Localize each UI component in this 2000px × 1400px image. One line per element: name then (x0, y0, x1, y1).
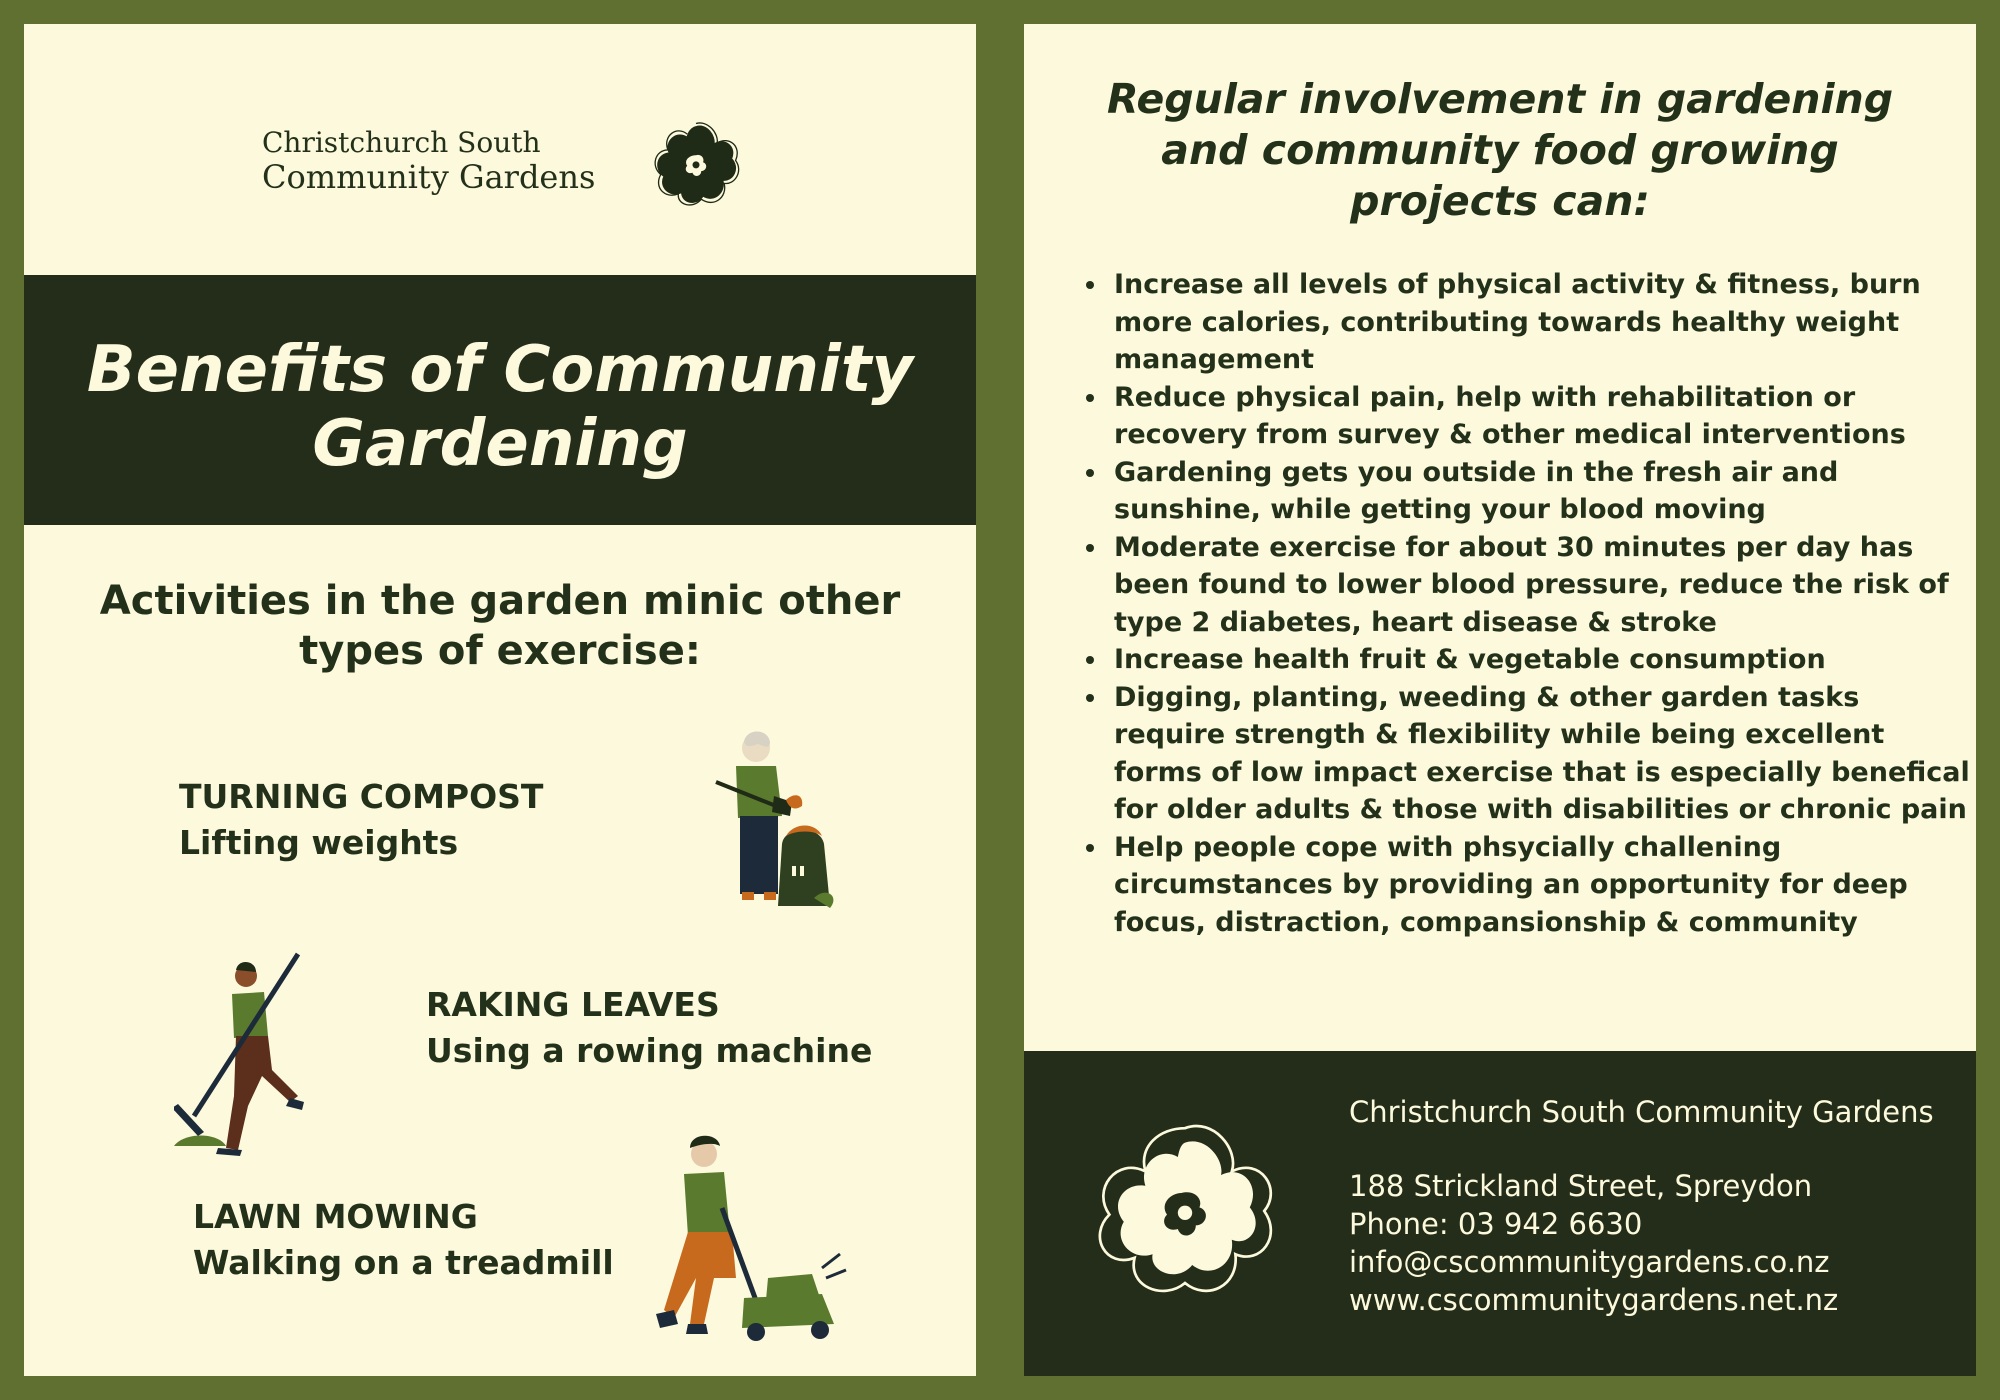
heading-line-3: projects can: (1350, 177, 1650, 225)
activity-equivalent: Walking on a treadmill (193, 1243, 614, 1282)
subheading-line-2: types of exercise: (299, 628, 701, 674)
contact-details (1349, 1093, 1934, 1319)
activity-title: RAKING LEAVES (426, 985, 720, 1024)
list-item: Reduce physical pain, help with rehabilitation or recovery from survey & other medical interventions (1114, 379, 1974, 454)
list-item: Increase health fruit & vegetable consumption (1114, 641, 1974, 679)
activity-lawn-mowing (193, 1194, 614, 1286)
contact-footer (1024, 1051, 1976, 1376)
address: 188 Strickland Street, Spreydon (1349, 1169, 1813, 1203)
list-item: Increase all levels of physical activity & fitness, burn more calories, contributing towards healthy weight management (1114, 266, 1974, 379)
activity-turning-compost (179, 774, 543, 866)
activity-equivalent: Lifting weights (179, 823, 459, 862)
heading-line-2: and community food growing (1161, 126, 1839, 174)
heading-line-1: Regular involvement in gardening (1106, 75, 1894, 123)
activity-title: LAWN MOWING (193, 1197, 478, 1236)
activities-subheading (64, 576, 936, 676)
list-item: Moderate exercise for about 30 minutes per day has been found to lower blood pressure, reduce the risk of type 2 diabetes, heart disease & stroke (1114, 529, 1974, 642)
activity-raking-leaves (426, 982, 872, 1074)
logo-line-2: Community Gardens (262, 158, 596, 196)
mowing-person-illustration (644, 1128, 864, 1358)
website[interactable]: www.cscommunitygardens.net.nz (1349, 1283, 1839, 1317)
phone: Phone: 03 942 6630 (1349, 1207, 1643, 1241)
composting-person-illustration (664, 726, 864, 946)
page-title (24, 333, 976, 481)
title-line-2: Gardening (312, 407, 688, 481)
org-name: Christchurch South Community Gardens (1349, 1095, 1934, 1129)
title-band (24, 275, 976, 525)
logo-line-1: Christchurch South (262, 126, 541, 159)
flower-icon (1092, 1121, 1278, 1301)
right-panel (1024, 24, 1976, 1376)
title-line-1: Benefits of Community (86, 333, 914, 407)
subheading-line-1: Activities in the garden minic other (99, 578, 901, 624)
benefits-heading (1064, 74, 1936, 227)
list-item: Digging, planting, weeding & other garden tasks require strength & flexibility while being excellent forms of low impact exercise that is especially benefical for older adults & those with disabilities or chronic pain (1114, 679, 1974, 829)
benefits-list (1084, 266, 1974, 941)
list-item: Help people cope with phsycially challening circumstances by providing an opportunity for deep focus, distraction, compansionship & community (1114, 829, 1974, 942)
left-panel (24, 24, 976, 1376)
activity-equivalent: Using a rowing machine (426, 1031, 873, 1070)
logo (262, 100, 782, 210)
flower-icon (650, 120, 742, 208)
activity-title: TURNING COMPOST (179, 777, 544, 816)
list-item: Gardening gets you outside in the fresh air and sunshine, while getting your blood moving (1114, 454, 1974, 529)
raking-person-illustration (174, 946, 374, 1166)
email[interactable]: info@cscommunitygardens.co.nz (1349, 1245, 1830, 1279)
